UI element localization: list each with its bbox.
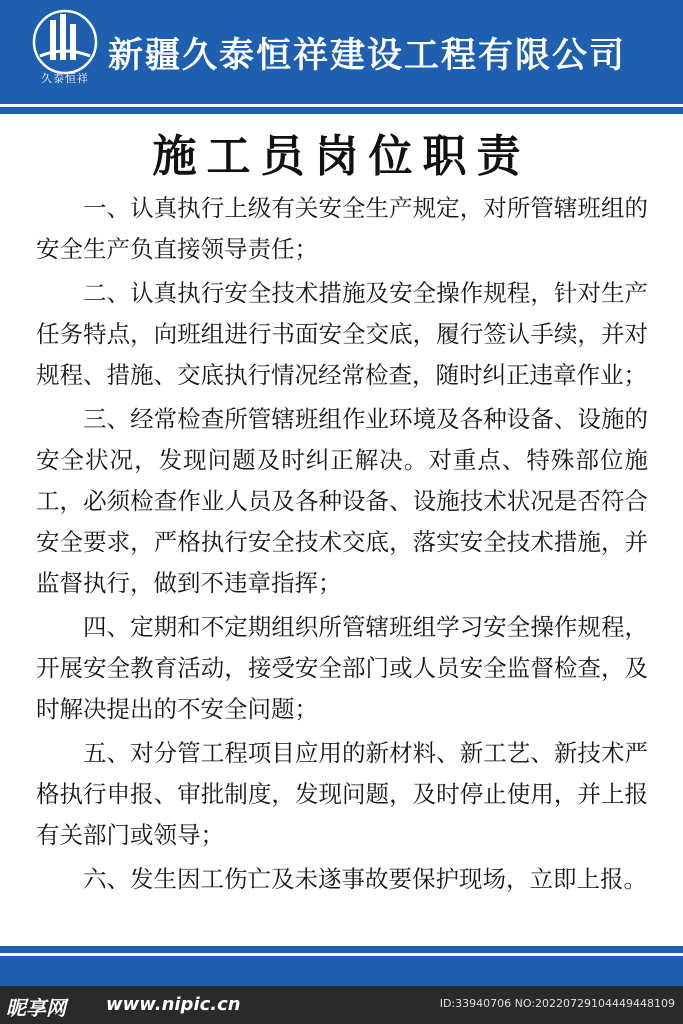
watermark-brand: 昵享网: [6, 996, 66, 1020]
duty-paragraph-3: 三、经常检查所管辖班组作业环境及各种设备、设施的安全状况，发现问题及时纠正解决。对重点、特殊部位施工，必须检查作业人员及各种设备、设施技术状况是否符合安全要求，严格执行安全技术交底，落实安全技术措施，并监督执行，做到不违章指挥；: [36, 405, 648, 597]
company-name: 新疆久泰恒祥建设工程有限公司: [108, 36, 627, 76]
duties-content: [36, 188, 648, 903]
watermark-bar: [0, 986, 683, 1024]
duty-paragraph-4: 四、定期和不定期组织所管辖班组学习安全操作规程，开展安全教育活动，接受安全部门或人员安全监督检查，及时解决提出的不安全问题；: [36, 613, 648, 723]
duty-paragraph-6: 六、发生因工伤亡及未遂事故要保护现场，立即上报。: [83, 865, 647, 893]
duty-paragraph-2: 二、认真执行安全技术措施及安全操作规程，针对生产任务特点，向班组进行书面安全交底，履行签认手续，并对规程、措施、交底执行情况经常检查，随时纠正违章作业；: [36, 279, 648, 389]
watermark-site: www.nipic.cn: [106, 994, 241, 1015]
header-bar: [0, 0, 683, 104]
duty-paragraph-5: 五、对分管工程项目应用的新材料、新工艺、新技术严格执行申报、审批制度，发现问题，及时停止使用，并上报有关部门或领导；: [36, 739, 648, 849]
page-title: 施工员岗位职责: [152, 131, 531, 182]
header-divider: [0, 104, 683, 114]
duty-paragraph-1: 一、认真执行上级有关安全生产规定，对所管辖班组的安全生产负直接领导责任；: [36, 194, 648, 263]
watermark-id: ID:33940706 NO:20220729104449448109: [439, 997, 675, 1010]
logo-name: 久泰恒祥: [41, 72, 89, 85]
footer-divider: [0, 946, 683, 956]
